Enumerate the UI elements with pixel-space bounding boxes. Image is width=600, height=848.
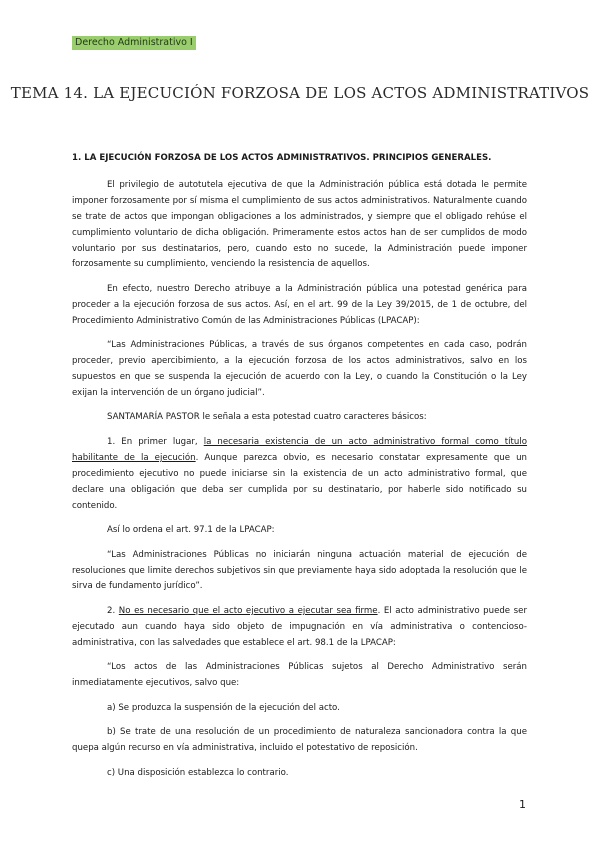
- list-item: b) Se trate de una resolución de un procedimiento de naturaleza sancionadora contra la que quepa algún recurso en vía administrativa, incluido el potestativo de reposición.: [72, 727, 527, 754]
- quote-paragraph: “Las Administraciones Públicas, a través de sus órganos competentes en cada caso, podrán proceder, previo apercibimiento, a la ejecución forzosa de los actos administrativos, salvo en los supuestos en que se suspenda la ejecución de acuerdo con la Ley, o cuando la Constitución o la Ley exijan la intervención de un órgano judicial”.: [72, 340, 527, 398]
- paragraph: Así lo ordena el art. 97.1 de la LPACAP:: [107, 525, 275, 536]
- paragraph: El privilegio de autotutela ejecutiva de que la Administración pública está dotada le permite imponer forzosamente por sí misma el cumplimiento de sus actos administrativos. Naturalmente cuando se trate de actos que impongan obligaciones a los administrados, y siempre que el obligado rehúse el cumplimiento voluntario de dicha obligación. Primeramente estos actos han de ser cumplidos de modo voluntario por sus destinatarios, pero, cuando esto no sucede, la Administración puede imponer forzosamente su cumplimiento, venciendo la resistencia de aquellos.: [72, 179, 527, 270]
- paragraph-lead: 1. En primer lugar,: [107, 436, 204, 447]
- page-number: 1: [519, 798, 526, 811]
- list-item: a) Se produzca la suspensión de la ejecución del acto.: [107, 702, 340, 713]
- list-item: c) Una disposición establezca lo contrario.: [107, 767, 289, 778]
- underlined-text: No es necesario que el acto ejecutivo a ejecutar sea firme: [118, 605, 378, 616]
- underlined-text: la necesaria existencia de un acto administrativo formal como título habilitante de la ejecución: [72, 436, 528, 463]
- paragraph: SANTAMARÍA PASTOR le señala a esta potestad cuatro caracteres básicos:: [107, 412, 427, 423]
- page-title: TEMA 14. LA EJECUCIÓN FORZOSA DE LOS ACTOS ADMINISTRATIVOS: [10, 84, 590, 102]
- header-label: Derecho Administrativo I: [72, 36, 196, 50]
- numbered-paragraph-2: [72, 604, 527, 652]
- paragraph-lead: 2.: [107, 605, 119, 616]
- paragraph-rest: . Aunque parezca obvio, es necesario constatar expresamente que un procedimiento ejecutivo no puede iniciarse sin la existencia de un acto administrativo formal, que declare una obligación que deba ser cumplida por su destinatario, por haberle sido notificado su contenido.: [72, 452, 527, 511]
- section-heading: 1. LA EJECUCIÓN FORZOSA DE LOS ACTOS ADMINISTRATIVOS. PRINCIPIOS GENERALES.: [72, 153, 492, 163]
- paragraph-rest: . El acto administrativo puede ser ejecutado aun cuando haya sido objeto de impugnación en vía administrativa o contencioso-administrativa, con las salvedades que establece el art. 98.1 de la LPACAP:: [72, 605, 527, 648]
- document-body: [72, 151, 527, 790]
- paragraph: En efecto, nuestro Derecho atribuye a la Administración pública una potestad genérica para proceder a la ejecución forzosa de sus actos. Así, en el art. 99 de la Ley 39/2015, de 1 de octubre, del Procedimiento Administrativo Común de las Administraciones Públicas (LPACAP):: [72, 283, 527, 326]
- numbered-paragraph-1: [72, 435, 527, 515]
- quote-paragraph: “Los actos de las Administraciones Públicas sujetos al Derecho Administrativo serán inmediatamente ejecutivos, salvo que:: [72, 662, 527, 689]
- quote-paragraph: “Las Administraciones Públicas no iniciarán ninguna actuación material de ejecución de resoluciones que limite derechos subjetivos sin que previamente haya sido adoptada la resolución que le sirva de fundamento jurídico”.: [72, 549, 527, 592]
